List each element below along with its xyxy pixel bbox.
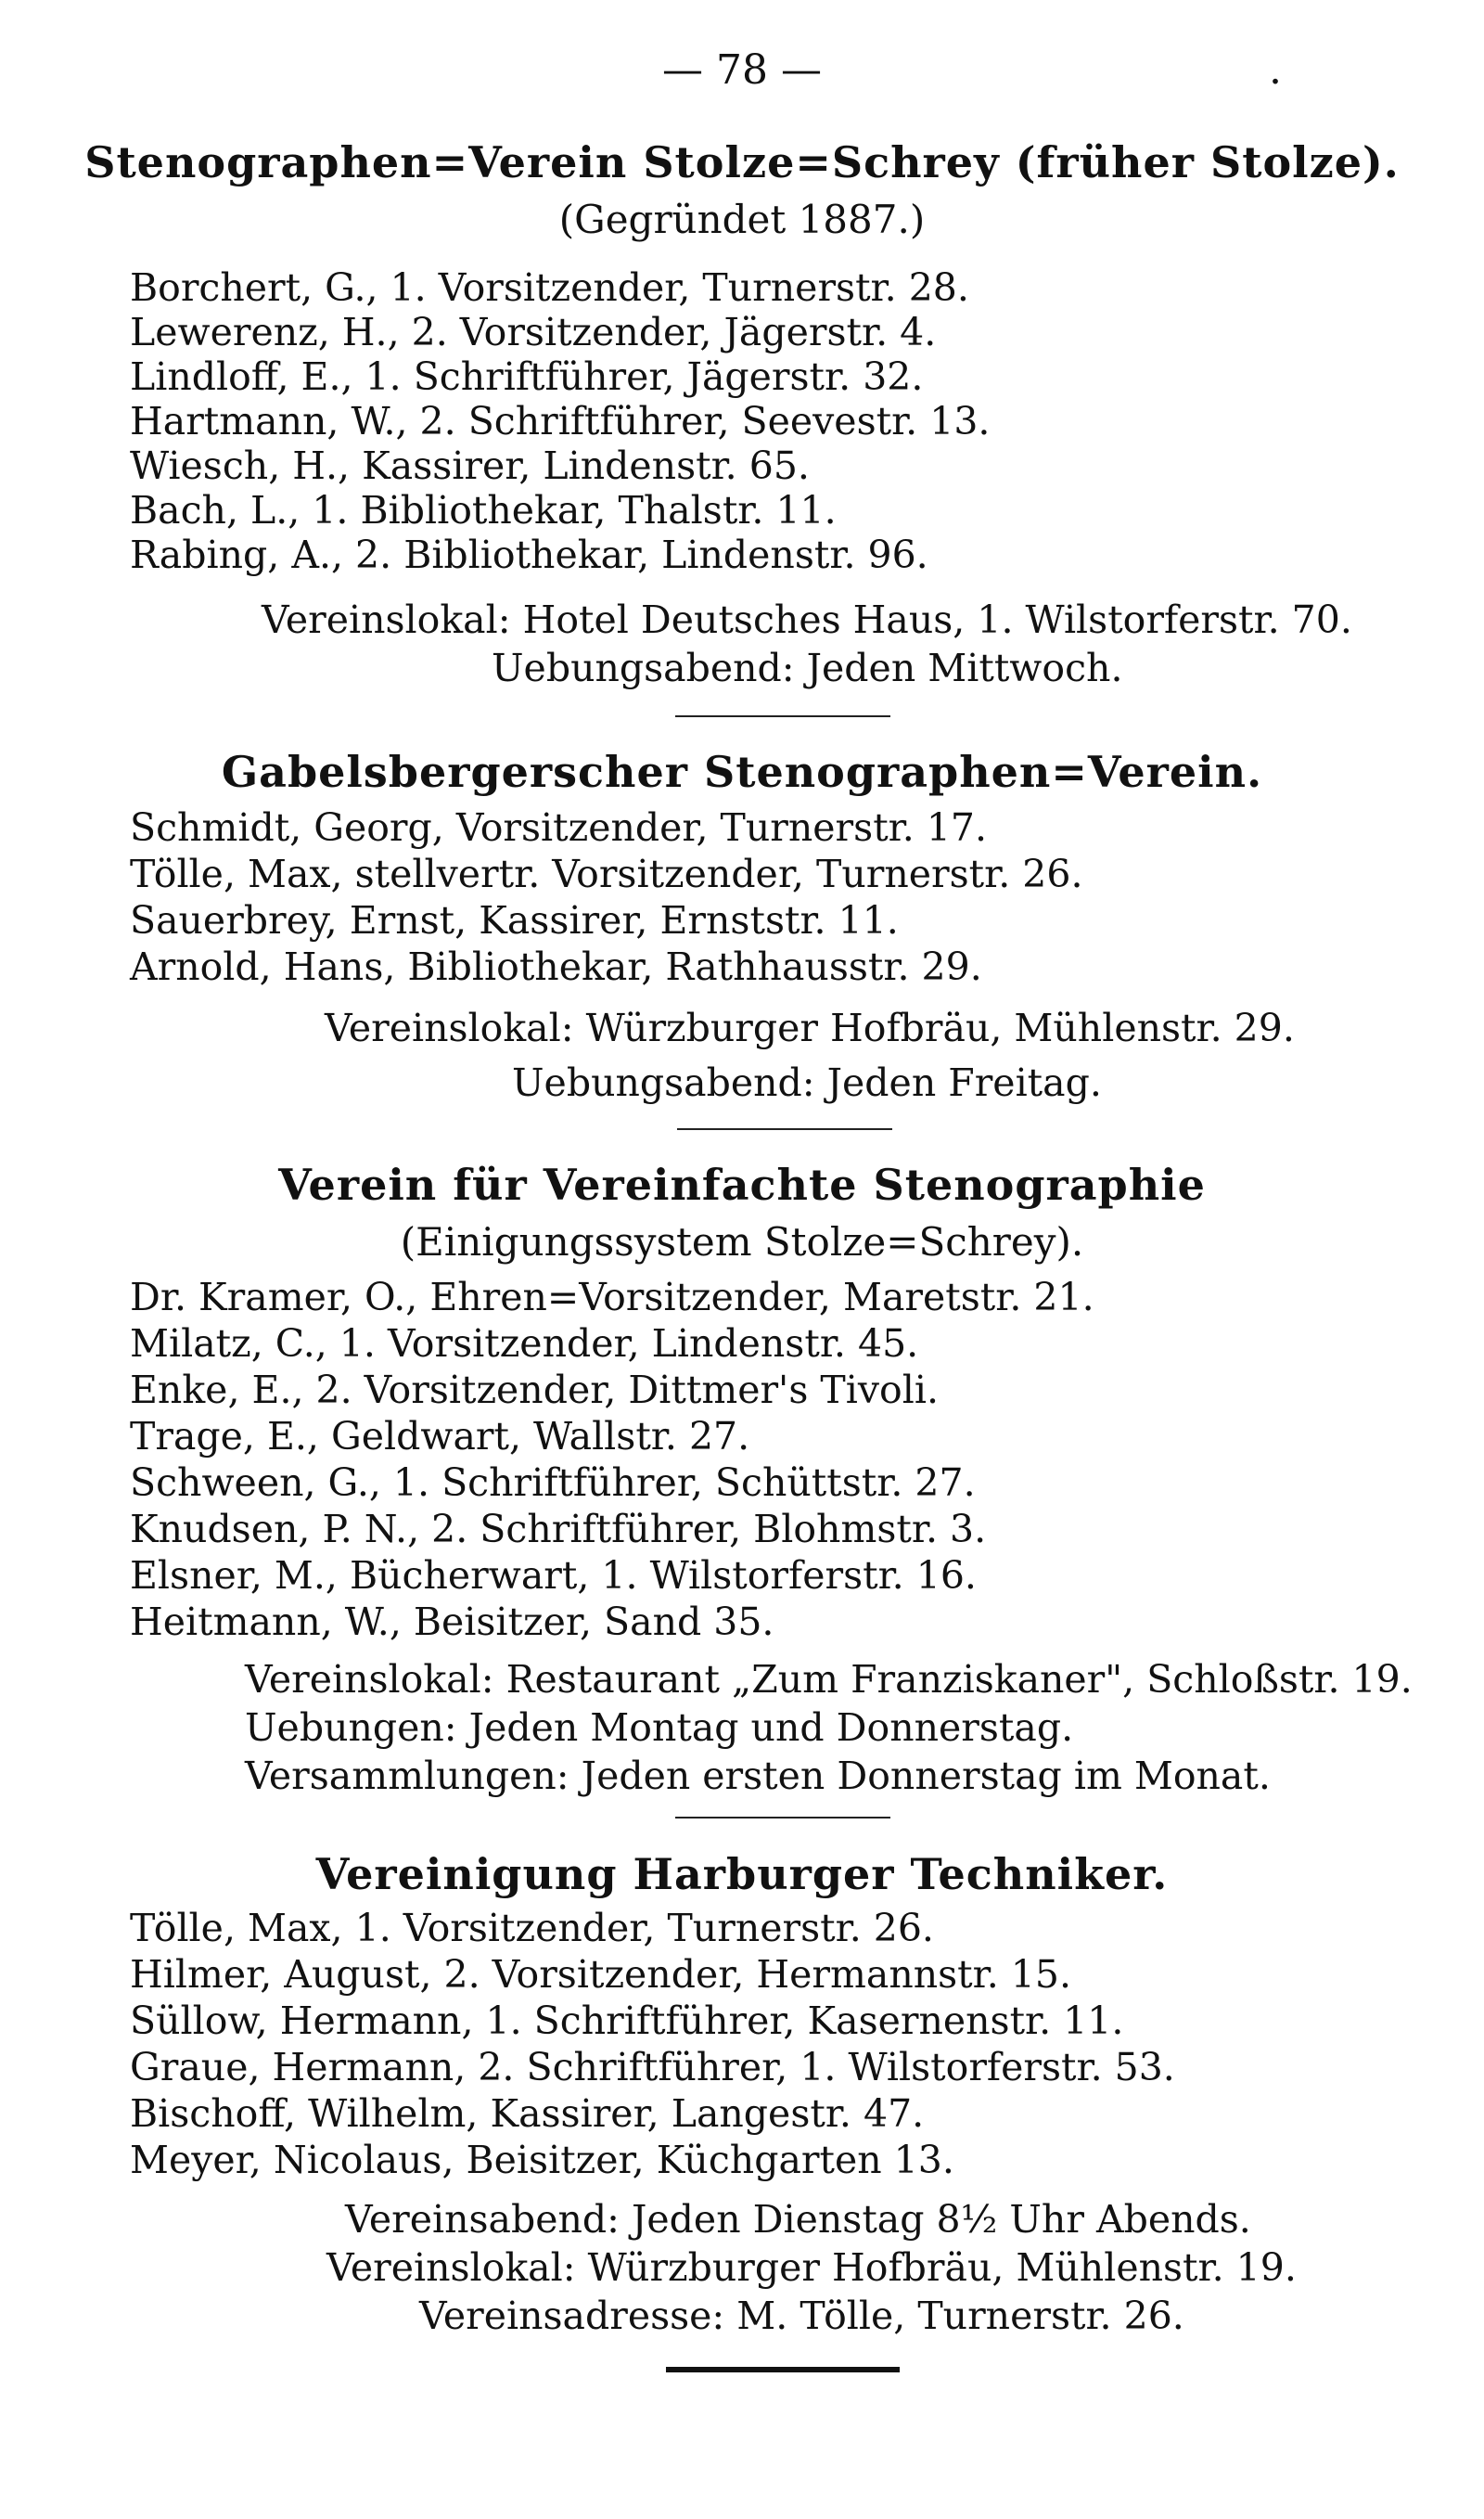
member-line: Dr. Kramer, O., Ehren=Vorsitzender, Maretstr. 21. [130,1275,1094,1319]
member-line: Graue, Hermann, 2. Schriftführer, 1. Wilstorferstr. 53. [130,2045,1175,2089]
note-line: Vereinsadresse: M. Tölle, Turnerstr. 26. [419,2294,1184,2338]
section-subtitle: (Einigungssystem Stolze=Schrey). [400,1219,1084,1265]
member-line: Tölle, Max, stellvertr. Vorsitzender, Turnerstr. 26. [130,852,1083,896]
section-divider [675,715,890,717]
member-line: Süllow, Hermann, 1. Schriftführer, Kasernenstr. 11. [130,1998,1124,2043]
page-number-text: — 78 — [662,46,822,94]
member-line: Schmidt, Georg, Vorsitzender, Turnerstr. 17. [130,805,988,850]
note-line: Versammlungen: Jeden ersten Donnerstag im Monat. [245,1754,1271,1798]
page-number [0,46,1484,94]
member-line: Lindloff, E., 1. Schriftführer, Jägerstr. 32. [130,354,924,399]
member-line: Enke, E., 2. Vorsitzender, Dittmer's Tivoli. [130,1368,939,1412]
member-line: Bischoff, Wilhelm, Kassirer, Langestr. 47. [130,2091,925,2136]
member-line: Knudsen, P. N., 2. Schriftführer, Blohmstr. 3. [130,1507,987,1551]
member-line: Rabing, A., 2. Bibliothekar, Lindenstr. 96. [130,533,928,577]
member-line: Wiesch, H., Kassirer, Lindenstr. 65. [130,443,810,488]
member-line: Borchert, G., 1. Vorsitzender, Turnerstr. 28. [130,265,969,310]
member-line: Arnold, Hans, Bibliothekar, Rathhausstr. 29. [130,945,982,989]
member-line: Elsner, M., Bücherwart, 1. Wilstorferstr. 16. [130,1553,977,1598]
section-divider [677,1128,892,1130]
page-mark: . [1269,46,1282,94]
section-title: Vereinigung Harburger Techniker. [315,1849,1169,1899]
note-line: Vereinslokal: Würzburger Hofbräu, Mühlenstr. 19. [326,2245,1297,2290]
member-line: Tölle, Max, 1. Vorsitzender, Turnerstr. 26. [130,1906,934,1950]
note-line: Vereinslokal: Hotel Deutsches Haus, 1. Wilstorferstr. 70. [262,598,1352,642]
member-line: Trage, E., Geldwart, Wallstr. 27. [130,1414,750,1459]
section-divider [675,1817,890,1819]
note-line: Vereinsabend: Jeden Dienstag 8½ Uhr Abends. [345,2197,1251,2242]
note-line: Uebungsabend: Jeden Freitag. [512,1060,1102,1105]
section-title: Verein für Vereinfachte Stenographie [278,1160,1206,1210]
member-line: Meyer, Nicolaus, Beisitzer, Küchgarten 13. [130,2138,954,2182]
member-line: Heitmann, W., Beisitzer, Sand 35. [130,1600,774,1644]
note-line: Vereinslokal: Würzburger Hofbräu, Mühlenstr. 29. [325,1006,1295,1050]
member-line: Schween, G., 1. Schriftführer, Schüttstr. 27. [130,1460,976,1505]
section-subtitle: (Gegründet 1887.) [558,197,926,242]
note-line: Uebungsabend: Jeden Mittwoch. [492,646,1123,690]
note-line: Vereinslokal: Restaurant „Zum Franziskaner", Schloßstr. 19. [245,1657,1413,1702]
member-line: Hilmer, August, 2. Vorsitzender, Hermannstr. 15. [130,1952,1072,1997]
end-rule [666,2367,900,2372]
note-line: Uebungen: Jeden Montag und Donnerstag. [245,1705,1074,1750]
section-title: Gabelsbergerscher Stenographen=Verein. [221,747,1263,797]
member-line: Sauerbrey, Ernst, Kassirer, Ernststr. 11. [130,898,899,943]
member-line: Lewerenz, H., 2. Vorsitzender, Jägerstr. 4. [130,310,937,354]
member-line: Milatz, C., 1. Vorsitzender, Lindenstr. 45. [130,1321,919,1366]
section-title: Stenographen=Verein Stolze=Schrey (früher Stolze). [84,137,1400,187]
member-line: Bach, L., 1. Bibliothekar, Thalstr. 11. [130,488,837,533]
member-line: Hartmann, W., 2. Schriftführer, Seevestr. 13. [130,399,991,443]
